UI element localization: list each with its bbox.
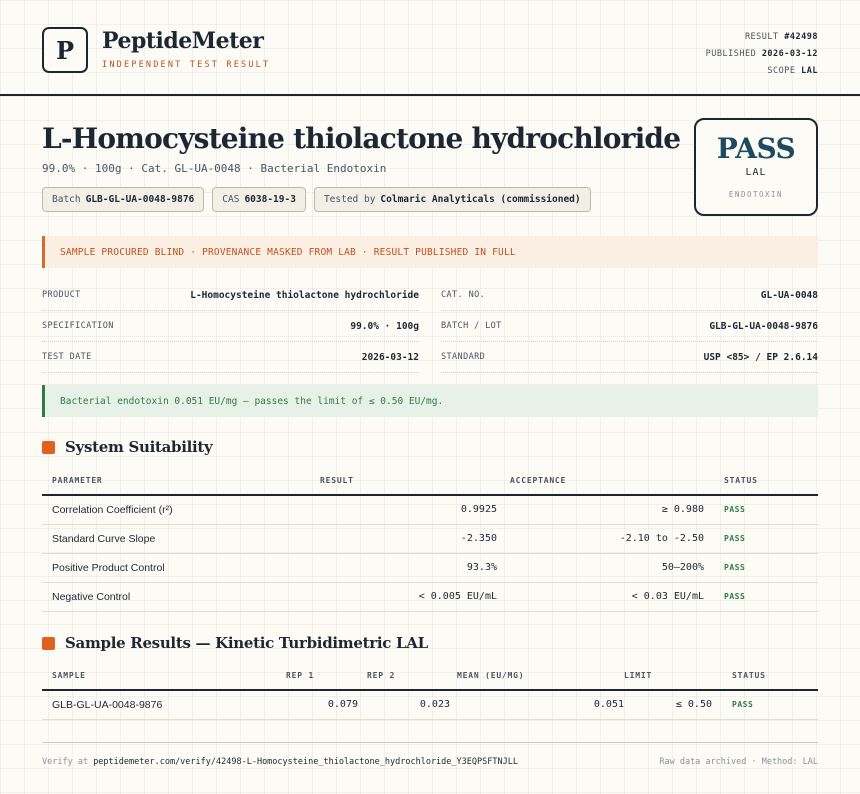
cell-parameter: Positive Product Control: [42, 553, 302, 582]
pass-stamp: [694, 118, 818, 216]
col-acceptance: ACCEPTANCE: [497, 467, 704, 495]
cell-mean: 0.051: [450, 690, 624, 719]
brand-name: PeptideMeter: [102, 28, 264, 54]
info-label: SPECIFICATION: [42, 321, 114, 331]
info-value: 2026-03-12: [361, 351, 419, 363]
section-marker-icon: [42, 637, 55, 650]
stamp-method: LAL: [745, 167, 767, 178]
cell-rep1: 0.079: [276, 690, 358, 719]
section-title: System Suitability: [65, 438, 213, 456]
verify-prefix: Verify at: [42, 757, 89, 767]
cas-chip: CAS 6038-19-3: [212, 187, 306, 212]
cell-result: -2.350: [302, 524, 497, 553]
meta-scope: SCOPE LAL: [767, 66, 818, 76]
col-parameter: PARAMETER: [42, 467, 302, 495]
status-badge: PASS: [712, 690, 818, 719]
footer-archive-note: Raw data archived · Method: LAL: [659, 757, 818, 767]
table-row: [42, 524, 818, 553]
table-row: [42, 495, 818, 524]
table-row: [42, 690, 818, 719]
info-value: USP <85> / EP 2.6.14: [703, 351, 818, 363]
col-mean: MEAN (EU/MG): [450, 662, 624, 690]
info-row-batch: [441, 311, 818, 342]
section-title: Sample Results — Kinetic Turbidimetric LAL: [65, 634, 428, 652]
footer-verify: [42, 757, 518, 767]
blind-procurement-notice: SAMPLE PROCURED BLIND · PROVENANCE MASKED FROM LAB · RESULT PUBLISHED IN FULL: [42, 236, 818, 268]
cell-acceptance: -2.10 to -2.50: [497, 524, 704, 553]
suitability-section-header: [42, 438, 212, 456]
info-label: BATCH / LOT: [441, 321, 502, 331]
info-row-cat-no: [441, 280, 818, 311]
info-row-product: [42, 280, 419, 311]
col-rep1: REP 1: [276, 662, 358, 690]
cell-acceptance: ≥ 0.980: [497, 495, 704, 524]
info-label: STANDARD: [441, 352, 486, 362]
meta-result: RESULT #42498: [744, 32, 818, 42]
cell-result: 93.3%: [302, 553, 497, 582]
status-badge: PASS: [704, 495, 818, 524]
cell-acceptance: < 0.03 EU/mL: [497, 582, 704, 611]
col-result: RESULT: [302, 467, 497, 495]
verify-link[interactable]: peptidemeter.com/verify/42498-L-Homocysteine_thiolactone_hydrochloride_Y3EQPSFTNJLL: [93, 757, 518, 767]
cell-parameter: Correlation Coefficient (r²): [42, 495, 302, 524]
meta-published: PUBLISHED 2026-03-12: [705, 49, 818, 59]
result-summary-notice: Bacterial endotoxin 0.051 EU/mg — passes the limit of ≤ 0.50 EU/mg.: [42, 385, 818, 417]
stamp-verdict: PASS: [716, 132, 796, 165]
samples-table: [42, 662, 818, 720]
col-status: STATUS: [704, 467, 818, 495]
col-status: STATUS: [712, 662, 818, 690]
table-row: [42, 582, 818, 611]
info-label: CAT. NO.: [441, 290, 486, 300]
brand-tagline: INDEPENDENT TEST RESULT: [102, 60, 271, 70]
cell-sample: GLB-GL-UA-0048-9876: [42, 690, 276, 719]
table-header-row: [42, 662, 818, 690]
info-value: GLB-GL-UA-0048-9876: [709, 320, 818, 332]
cell-parameter: Standard Curve Slope: [42, 524, 302, 553]
cell-acceptance: 50–200%: [497, 553, 704, 582]
report-header: [0, 0, 860, 96]
suitability-table: [42, 467, 818, 612]
table-header-row: [42, 467, 818, 495]
logo-letter: P: [55, 35, 75, 65]
batch-chip: Batch GLB-GL-UA-0048-9876: [42, 187, 204, 212]
col-rep2: REP 2: [358, 662, 450, 690]
cell-parameter: Negative Control: [42, 582, 302, 611]
section-marker-icon: [42, 441, 55, 454]
product-chips: [42, 187, 591, 212]
product-title: L-Homocysteine thiolactone hydrochloride: [42, 122, 681, 155]
info-row-test-date: [42, 342, 419, 373]
status-badge: PASS: [704, 582, 818, 611]
info-label: TEST DATE: [42, 352, 92, 362]
cell-rep2: 0.023: [358, 690, 450, 719]
info-row-standard: [441, 342, 818, 373]
cell-limit: ≤ 0.50: [624, 690, 712, 719]
info-label: PRODUCT: [42, 290, 81, 300]
samples-section-header: [42, 634, 428, 652]
product-subtitle: 99.0% · 100g · Cat. GL-UA-0048 · Bacterial Endotoxin: [42, 162, 387, 175]
tested-by-chip: Tested by Colmaric Analyticals (commissioned): [314, 187, 591, 212]
col-sample: SAMPLE: [42, 662, 276, 690]
table-row: [42, 553, 818, 582]
brand-logo: [42, 27, 88, 73]
status-badge: PASS: [704, 553, 818, 582]
info-row-specification: [42, 311, 419, 342]
info-value: GL-UA-0048: [760, 289, 818, 301]
info-value: 99.0% · 100g: [350, 320, 419, 332]
result-meta: [706, 29, 818, 80]
status-badge: PASS: [704, 524, 818, 553]
stamp-test: ENDOTOXIN: [728, 190, 784, 199]
cell-result: 0.9925: [302, 495, 497, 524]
footer-divider: [42, 742, 818, 743]
col-limit: LIMIT: [624, 662, 712, 690]
cell-result: < 0.005 EU/mL: [302, 582, 497, 611]
info-value: L-Homocysteine thiolactone hydrochloride: [190, 289, 419, 301]
